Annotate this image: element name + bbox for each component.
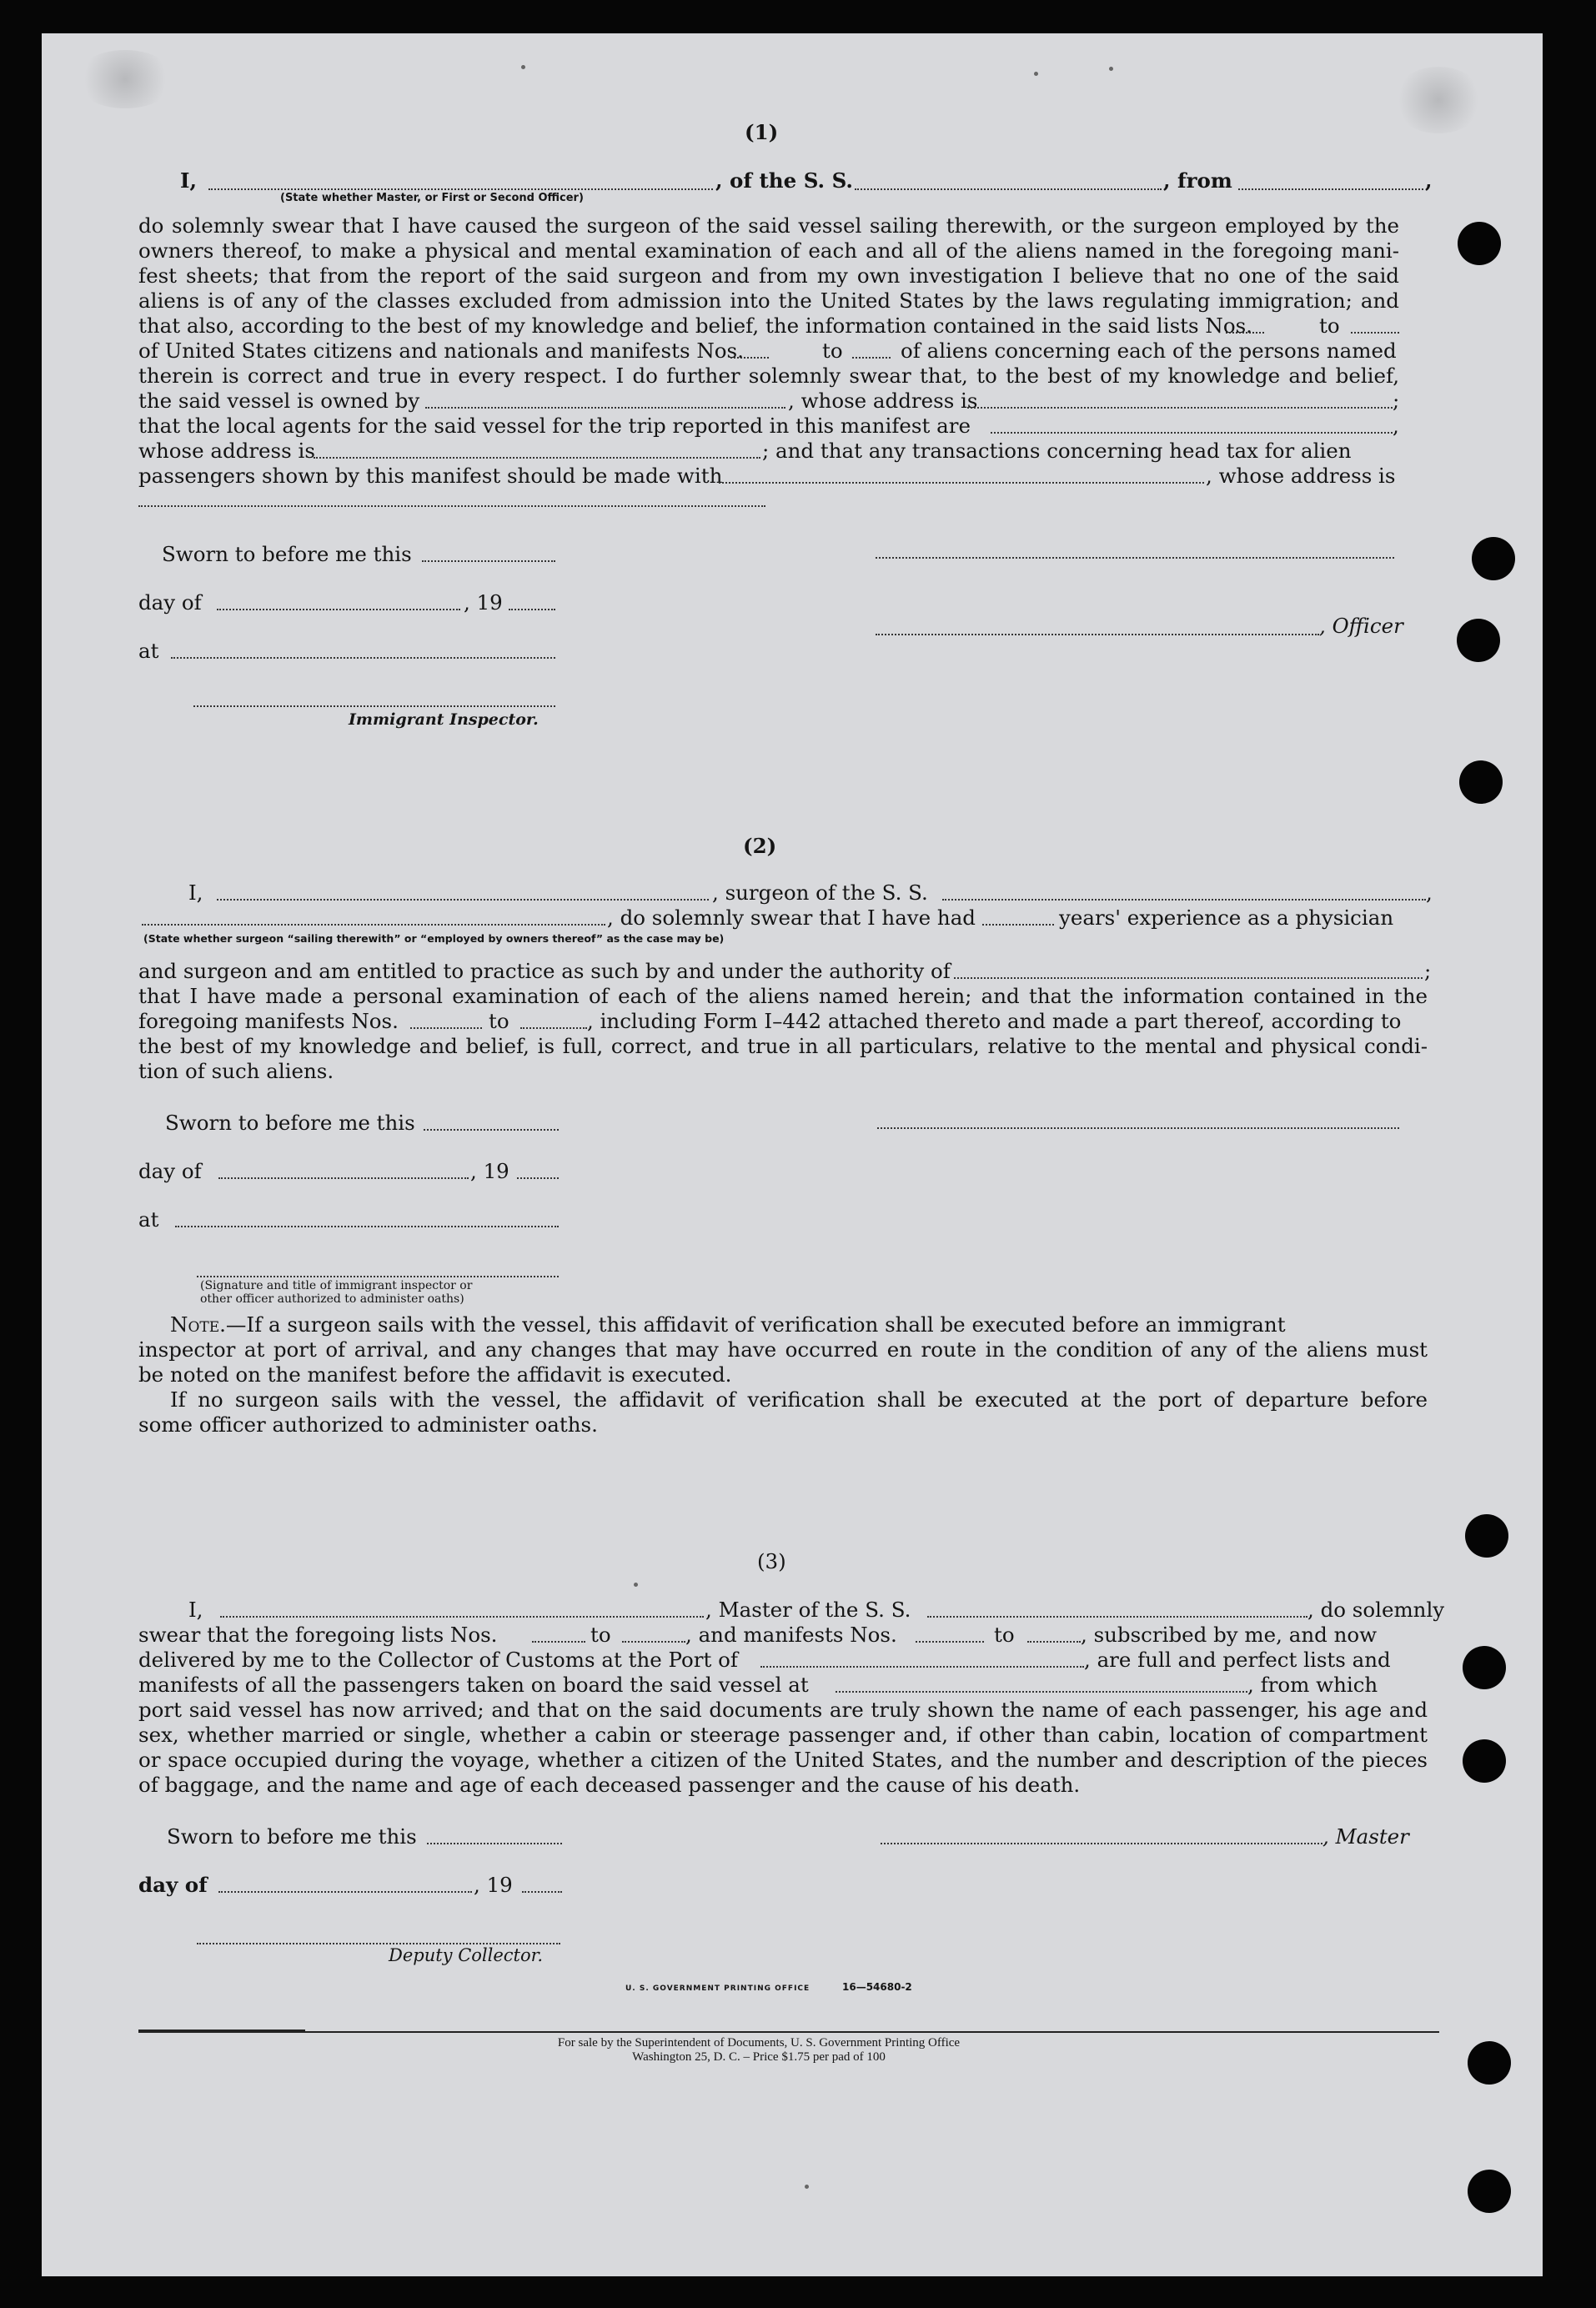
sworn-label: Sworn to before me this: [165, 1111, 415, 1135]
field-instruction: (State whether Master, or First or Second Officer): [280, 192, 584, 204]
deputy-collector-label: Deputy Collector.: [389, 1945, 544, 1965]
paragraph-line: be noted on the manifest before the affidavit is executed.: [138, 1362, 732, 1387]
paragraph-line: of aliens concerning each of the persons named: [901, 339, 1397, 363]
at-place-field[interactable]: [175, 1226, 559, 1227]
line-label: to: [822, 339, 843, 363]
paragraph-line: tion of such aliens.: [138, 1059, 334, 1083]
paragraph-line: of United States citizens and nationals and manifests Nos.: [138, 339, 744, 363]
paragraph-line: whose address is: [138, 439, 315, 463]
speck-mark: [634, 1583, 638, 1587]
at-label: at: [138, 639, 159, 663]
paragraph-line: fest sheets; that from the report of the said surgeon and from my own investigation I believe that no one of the said: [138, 263, 1399, 288]
binder-hole: [1463, 1739, 1506, 1783]
manifest-form-page: [42, 33, 1543, 2276]
paragraph-line: passengers shown by this manifest should be made with: [138, 464, 723, 488]
master-lists-from-field[interactable]: [532, 1641, 585, 1643]
line-label: ;: [1424, 959, 1432, 983]
speck-mark: [1034, 72, 1038, 76]
line-label: I,: [180, 168, 197, 193]
signature-instruction-line: other officer authorized to administer oaths): [200, 1292, 464, 1306]
paragraph-line: do solemnly swear that I have caused the surgeon of the said vessel sailing therewith, or the surgeon employed by the: [138, 213, 1399, 238]
officer-name-line[interactable]: [876, 634, 1319, 635]
officer-signature-line[interactable]: [876, 557, 1394, 559]
lists-from-field[interactable]: [1226, 332, 1264, 334]
binder-hole: [1472, 537, 1515, 580]
speck-mark: [1109, 67, 1113, 71]
printing-office-imprint: U. S. GOVERNMENT PRINTING OFFICE: [625, 1984, 811, 1993]
paragraph-line: , including Form I–442 attached thereto and made a part thereof, according to: [587, 1009, 1402, 1033]
form-code: 16—54680-2: [842, 1981, 912, 1993]
year-field[interactable]: [517, 1177, 559, 1179]
master-vessel-field[interactable]: [927, 1616, 1307, 1618]
note-text: —If a surgeon sails with the vessel, this affidavit of verification shall be executed before an immigrant: [225, 1312, 1286, 1337]
sworn-date-field[interactable]: [424, 1129, 559, 1131]
master-signature-line[interactable]: [881, 1843, 1322, 1844]
sale-notice-line: For sale by the Superintendent of Documents, U. S. Government Printing Office: [557, 2036, 961, 2050]
embarkation-port-field[interactable]: [836, 1691, 1247, 1693]
binder-hole: [1463, 1646, 1506, 1689]
manifests-from-field[interactable]: [730, 357, 769, 359]
line-label: to: [590, 1623, 611, 1647]
surgeon-vessel-field[interactable]: [942, 899, 1426, 901]
day-of-field[interactable]: [218, 1177, 469, 1179]
day-of-field[interactable]: [217, 609, 460, 610]
year-label: , 19: [474, 1873, 513, 1897]
day-label: day of: [138, 1159, 202, 1183]
owner-address-field[interactable]: [967, 407, 1393, 409]
stain-mark: [1393, 67, 1484, 133]
stain-mark: [75, 50, 175, 108]
day-label: day of: [138, 1873, 208, 1897]
line-label: ,: [1393, 414, 1399, 438]
field-instruction: (State whether surgeon “sailing therewith” or “employed by owners thereof” as the case may be): [143, 932, 725, 945]
master-lists-to-field[interactable]: [622, 1641, 685, 1643]
head-tax-contact-field[interactable]: [719, 482, 1204, 484]
line-label: to: [1319, 314, 1340, 338]
paragraph-line: that also, according to the best of my knowledge and belief, the information contained in the said lists Nos.: [138, 314, 1252, 338]
line-label: to: [994, 1623, 1015, 1647]
binder-hole: [1458, 222, 1501, 265]
line-label: I,: [188, 881, 203, 905]
surgeon-name-field[interactable]: [217, 899, 709, 901]
line-label: , do solemnly swear that I have had: [607, 906, 976, 930]
paragraph-line: If no surgeon sails with the vessel, the affidavit of verification shall be executed at the port of departure before: [170, 1387, 1428, 1412]
sale-notice: [509, 2036, 1009, 2065]
line-label: ;: [1393, 389, 1400, 413]
sworn-label: Sworn to before me this: [162, 542, 412, 566]
line-label: years' experience as a physician: [1059, 906, 1394, 930]
year-label: , 19: [464, 590, 503, 615]
paragraph-line: owners thereof, to make a physical and mental examination of each and all of the aliens named in the foregoing mani-: [138, 238, 1399, 263]
paragraph-line: sex, whether married or single, whether a cabin or steerage passenger and, if other than cabin, location of compartment: [138, 1723, 1428, 1747]
paragraph-line: and surgeon and am entitled to practice as such by and under the authority of: [138, 959, 951, 983]
line-label: ,: [1426, 881, 1433, 905]
paragraph-line: therein is correct and true in every respect. I do further solemnly swear that, to the best of my knowledge and belief,: [138, 364, 1399, 388]
owner-field[interactable]: [425, 407, 785, 409]
at-place-field[interactable]: [171, 657, 555, 659]
line-label: ,: [1425, 168, 1433, 193]
line-label: , and manifests Nos.: [685, 1623, 897, 1647]
manifests-to-field[interactable]: [852, 357, 891, 359]
year-label: , 19: [470, 1159, 509, 1183]
line-label: , surgeon of the S. S.: [712, 881, 928, 905]
sworn-date-field[interactable]: [427, 1843, 562, 1844]
local-agents-field[interactable]: [991, 432, 1393, 434]
paragraph-line: swear that the foregoing lists Nos.: [138, 1623, 498, 1647]
paragraph-line: the best of my knowledge and belief, is full, correct, and true in all particulars, relative to the mental and physical condi-: [138, 1034, 1428, 1058]
master-label: , Master: [1322, 1824, 1409, 1849]
line-label: , of the S. S.: [715, 168, 853, 193]
administering-officer-signature-line[interactable]: [197, 1276, 559, 1277]
line-label: I,: [188, 1598, 203, 1622]
officer-rank-field[interactable]: [208, 188, 713, 190]
paragraph-line: inspector at port of arrival, and any changes that may have occurred en route in the condition of any of the aliens must: [138, 1337, 1428, 1362]
line-label: to: [489, 1009, 509, 1033]
head-tax-address-field[interactable]: [138, 505, 765, 507]
authority-field[interactable]: [954, 977, 1423, 979]
paragraph-line: port said vessel has now arrived; and that on the said documents are truly shown the name of each passenger, his age and: [138, 1698, 1428, 1722]
binder-hole: [1459, 760, 1503, 804]
line-label: , from which: [1247, 1673, 1378, 1697]
binder-hole: [1468, 2170, 1511, 2213]
surgeon-manifests-to-field[interactable]: [520, 1027, 587, 1029]
vessel-name-field[interactable]: [855, 188, 1162, 190]
line-label: , are full and perfect lists and: [1084, 1648, 1391, 1672]
master-manifests-to-field[interactable]: [1027, 1641, 1081, 1643]
line-label: , from: [1163, 168, 1232, 193]
signature-instruction-line: (Signature and title of immigrant inspector or: [200, 1279, 473, 1292]
paragraph-line: ; and that any transactions concerning head tax for alien: [762, 439, 1352, 463]
paragraph-line: that the local agents for the said vessel for the trip reported in this manifest are: [138, 414, 971, 438]
master-manifests-from-field[interactable]: [916, 1641, 984, 1643]
surgeon-manifests-from-field[interactable]: [410, 1027, 482, 1029]
section-3-heading: (3): [757, 1549, 786, 1573]
lists-to-field[interactable]: [1351, 332, 1399, 334]
paragraph-line: delivered by me to the Collector of Customs at the Port of: [138, 1648, 738, 1672]
paragraph-line: the said vessel is owned by: [138, 389, 420, 413]
footer-rule-thick: [138, 2030, 305, 2033]
surgeon-signature-line[interactable]: [877, 1127, 1399, 1129]
line-label: , Master of the S. S.: [705, 1598, 911, 1622]
signature-instruction: [200, 1279, 473, 1306]
footer-rule: [138, 2031, 1439, 2033]
surgeon-status-field[interactable]: [142, 924, 605, 926]
paragraph-line: that I have made a personal examination of each of the aliens named herein; and that the information contained in the: [138, 984, 1428, 1008]
sworn-label: Sworn to before me this: [167, 1824, 417, 1849]
paragraph-line: aliens is of any of the classes excluded from admission into the United States by the laws regulating immigration; and: [138, 288, 1399, 313]
years-experience-field[interactable]: [982, 924, 1054, 926]
day-of-field[interactable]: [218, 1891, 472, 1893]
speck-mark: [521, 65, 525, 69]
line-label: , subscribed by me, and now: [1081, 1623, 1378, 1647]
officer-label: , Officer: [1319, 614, 1403, 638]
paragraph-line: manifests of all the passengers taken on board the said vessel at: [138, 1673, 809, 1697]
sale-notice-line: Washington 25, D. C. – Price $1.75 per pad of 100: [632, 2050, 886, 2064]
line-label: , whose address is: [788, 389, 978, 413]
binder-hole: [1465, 1514, 1508, 1558]
at-label: at: [138, 1207, 159, 1232]
paragraph-line: or space occupied during the voyage, whether a citizen of the United States, and the number and description of the pieces: [138, 1748, 1428, 1772]
section-2-heading: (2): [743, 834, 777, 858]
paragraph-line: of baggage, and the name and age of each deceased passenger and the cause of his death.: [138, 1773, 1081, 1797]
binder-hole: [1468, 2041, 1511, 2085]
section-1-heading: (1): [745, 120, 779, 144]
agent-address-field[interactable]: [314, 457, 760, 459]
note-label: Note.: [170, 1312, 226, 1337]
master-name-field[interactable]: [220, 1616, 704, 1618]
day-label: day of: [138, 590, 202, 615]
speck-mark: [805, 2185, 809, 2189]
year-field[interactable]: [522, 1891, 562, 1893]
departure-port-field[interactable]: [1238, 188, 1423, 190]
year-field[interactable]: [509, 609, 555, 610]
binder-hole: [1457, 619, 1500, 662]
line-label: , whose address is: [1206, 464, 1396, 488]
sworn-date-field[interactable]: [422, 560, 555, 562]
paragraph-line: some officer authorized to administer oaths.: [138, 1412, 598, 1437]
inspector-label: Immigrant Inspector.: [349, 710, 539, 729]
line-label: , do solemnly: [1307, 1598, 1445, 1622]
paragraph-line: foregoing manifests Nos.: [138, 1009, 399, 1033]
note-paragraph: [170, 1312, 1431, 1337]
port-of-arrival-field[interactable]: [760, 1666, 1084, 1668]
